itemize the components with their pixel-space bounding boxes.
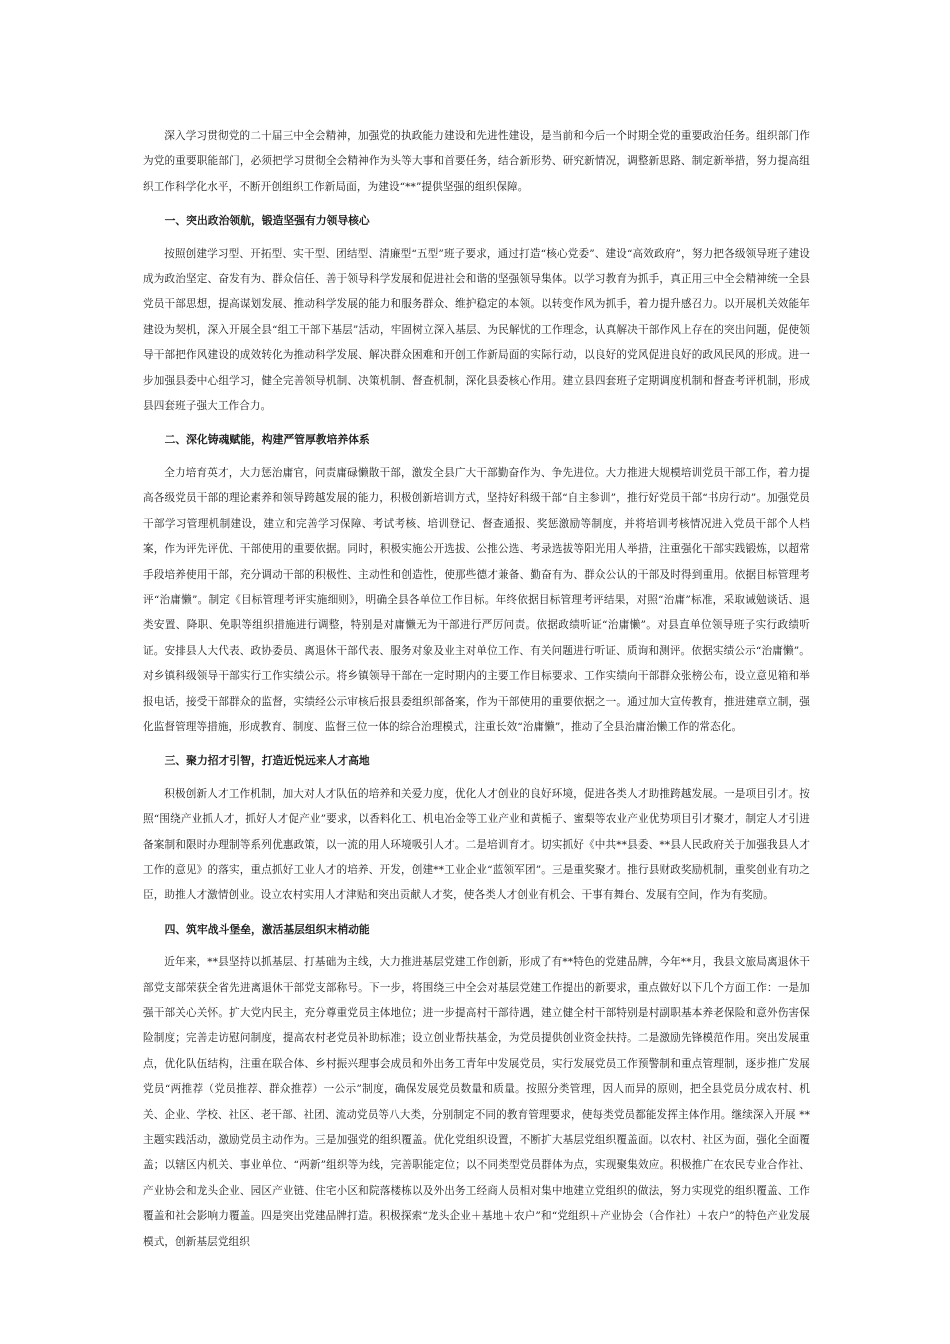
section-1-heading: 一、突出政治领航，锻造坚强有力领导核心 bbox=[164, 214, 370, 228]
section-3-body: 积极创新人才工作机制，加大对人才队伍的培养和关爱力度，优化人才创业的良好环境，促进各类人才助推跨越发展。一是项目引才。按照“围绕产业抓人才，抓好人才促产业”要求，以香料化工、机电冶金等工业产业和黄栀子、蜜梨等农业产业优势项目引才聚才，制定人才引进备案制和限时办理制等系列优惠政策，以一流的用人环境吸引人才。二是培训育才。切实抓好《中共**县委、**县人民政府关于加强我县人才工作的意见》的落实，重点抓好工业人才的培养、开发，创建**工业企业“蓝领军团”。三是重奖聚才。推行县财政奖励机制，重奖创业有功之臣，助推人才激情创业。设立农村实用人才津贴和突出贡献人才奖，使各类人才创业有机会、干事有舞台、发展有空间，作为有奖励。 bbox=[143, 787, 810, 902]
section-1-body: 按照创建学习型、开拓型、实干型、团结型、清廉型“五型”班子要求，通过打造“核心党委”、建设“高效政府”，努力把各级领导班子建设成为政治坚定、奋发有为、群众信任、善于领导科学发展和促进社会和谐的坚强领导集体。以学习教育为抓手，真正用三中全会精神统一全县党员干部思想，提高谋划发展、推动科学发展的能力和服务群众、维护稳定的本领。以转变作风为抓手，着力提升感召力。以开展机关效能年建设为契机，深入开展全县“组工干部下基层”活动，牢固树立深入基层、为民解忧的工作理念，认真解决干部作风上存在的突出问题，促使领导干部把作风建设的成效转化为推动科学发展、解决群众困难和开创工作新局面的实际行动，以良好的党风促进良好的政风民风的形成。进一步加强县委中心组学习，健全完善领导机制、决策机制、督查机制，深化县委核心作用。建立县四套班子定期调度机制和督查考评机制，形成县四套班子强大工作合力。 bbox=[143, 247, 810, 413]
intro-paragraph: 深入学习贯彻党的二十届三中全会精神，加强党的执政能力建设和先进性建设，是当前和今后一个时期全党的重要政治任务。组织部门作为党的重要职能部门，必须把学习贯彻全会精神作为头等大事和首要任务，结合新形势、研究新情况，调整新思路、制定新举措，努力提高组织工作科学化水平，不断开创组织工作新局面，为建设“**”提供坚强的组织保障。 bbox=[143, 130, 810, 193]
section-2-body: 全力培育英才，大力惩治庸官，问责庸碌懒散干部，激发全县广大干部勤奋作为、争先进位。大力推进大规模培训党员干部工作，着力提高各级党员干部的理论素养和领导跨越发展的能力，积极创新培训方式，坚持好科级干部“自主参训”，推行好党员干部“书房行动”。加强党员干部学习管理机制建设，建立和完善学习保障、考试考核、培训登记、督查通报、奖惩激励等制度，并将培训考核情况进入党员干部个人档案，作为评先评优、干部使用的重要依据。同时，积极实施公开选拔、公推公选、考录选拔等阳光用人举措，注重强化干部实践锻炼，以超常手段培养使用干部，充分调动干部的积极性、主动性和创造性，使那些德才兼备、勤奋有为、群众公认的干部及时得到重用。依据目标管理考评“治庸懒”。制定《目标管理考评实施细则》，明确全县各单位工作目标。年终依据目标管理考评结果，对照“治庸”标准，采取诫勉谈话、退类安置、降职、免职等组织措施进行调整，特别是对庸懒无为干部进行严厉问责。依据政绩听证“治庸懒”。对县直单位领导班子实行政绩听证。安排县人大代表、政协委员、离退休干部代表、服务对象及业主对单位工作、有关问题进行听证、质询和测评。依据实绩公示“治庸懒”。对乡镇科级领导干部实行工作实绩公示。将乡镇领导干部在一定时期内的主要工作目标要求、工作实绩向干部群众张榜公布，设立意见箱和举报电话，接受干部群众的监督，实绩经公示审核后报县委组织部备案，作为干部使用的重要依据之一。通过加大宣传教育，推进建章立制，强化监督管理等措施，形成教育、制度、监督三位一体的综合治理模式，注重长效“治庸懒”，推动了全县治庸治懒工作的常态化。 bbox=[143, 466, 810, 733]
section-4-heading: 四、筑牢战斗堡垒，激活基层组织末梢动能 bbox=[164, 922, 370, 936]
section-3-heading: 三、聚力招才引智，打造近悦远来人才高地 bbox=[164, 754, 370, 768]
section-2-heading: 二、深化铸魂赋能，构建严管厚教培养体系 bbox=[164, 433, 370, 447]
document-page bbox=[143, 124, 810, 1255]
section-4-body: 近年来，**县坚持以抓基层、打基础为主线，大力推进基层党建工作创新，形成了有**特色的党建品牌，今年**月，我县文旅局离退休干部党支部荣获全省先进离退休干部党支部称号。下一步，将围绕三中全会对基层党建工作提出的新要求，重点做好以下几个方面工作：一是加强干部关心关怀。扩大党内民主，充分尊重党员主体地位；进一步提高村干部待遇，建立健全村干部特别是村副职基本养老保险和意外伤害保险制度；完善走访慰问制度，提高农村老党员补助标准；设立创业帮扶基金，为党员提供创业资金扶持。二是激励先锋模范作用。突出发展重点，优化队伍结构，注重在联合体、乡村振兴理事会成员和外出务工青年中发展党员，实行发展党员工作预警制和重点管理制，逐步推广发展党员“两推荐（党员推荐、群众推荐）一公示”制度，确保发展党员数量和质量。按照分类管理，因人而异的原则，把全县党员分成农村、机关、企业、学校、社区、老干部、社团、流动党员等八大类，分别制定不同的教育管理要求，使每类党员都能发挥主体作用。继续深入开展 **主题实践活动，激励党员主动作为。三是加强党的组织覆盖。优化党组织设置，不断扩大基层党组织覆盖面。以农村、社区为面，强化全面覆盖；以辖区内机关、事业单位、“两新”组织等为线，完善职能定位；以不同类型党员群体为点，实现聚集效应。积极推广在农民专业合作社、产业协会和龙头企业、园区产业链、住宅小区和院落楼栋以及外出务工经商人员相对集中地建立党组织的做法，努力实现党的组织覆盖、工作覆盖和社会影响力覆盖。四是突出党建品牌打造。积极探索“龙头企业＋基地＋农户”和“党组织＋产业协会（合作社）＋农户”的特色产业发展模式，创新基层党组织 bbox=[143, 956, 810, 1248]
